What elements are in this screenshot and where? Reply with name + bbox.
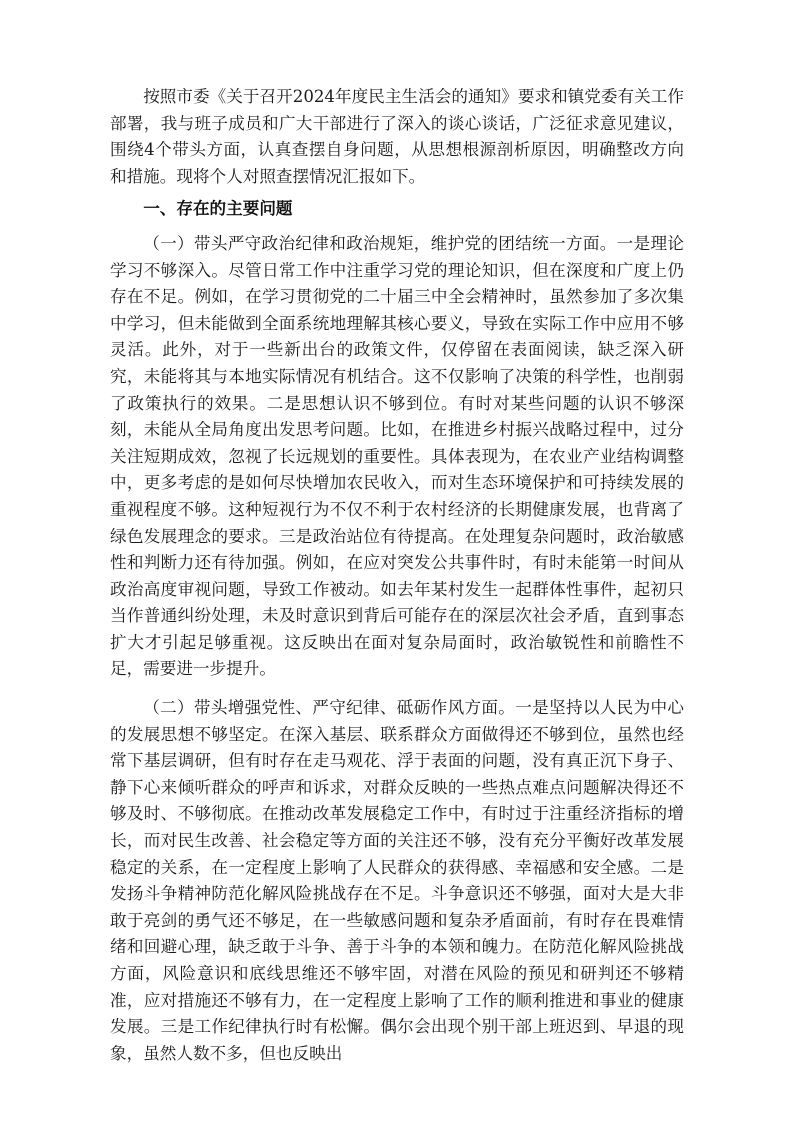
section-1-paragraph: （一）带头严守政治纪律和政治规矩，维护党的团结统一方面。一是理论学习不够深入。尽管日常工作中注重学习党的理论知识，但在深度和广度上仍存在不足。例如，在学习贯彻党的二十届三中全会精神时，虽然参加了多次集中学习，但未能做到全面系统地理解其核心要义，导致在实际工作中应用不够灵活。此外，对于一些新出台的政策文件，仅停留在表面阅读，缺乏深入研究，未能将其与本地实际情况有机结合。这不仅影响了决策的科学性，也削弱了政策执行的效果。二是思想认识不够到位。有时对某些问题的认识不够深刻，未能从全局角度出发思考问题。比如，在推进乡村振兴战略过程中，过分关注短期成效，忽视了长远规划的重要性。具体表现为，在农业产业结构调整中，更多考虑的是如何尽快增加农民收入，而对生态环境保护和可持续发展的重视程度不够。这种短视行为不仅不利于农村经济的长期健康发展，也背离了绿色发展理念的要求。三是政治站位有待提高。在处理复杂问题时，政治敏感性和判断力还有待加强。例如，在应对突发公共事件时，有时未能第一时间从政治高度审视问题，导致工作被动。如去年某村发生一起群体性事件，起初只当作普通纠纷处理，未及时意识到背后可能存在的深层次社会矛盾，直到事态扩大才引起足够重视。这反映出在面对复杂局面时，政治敏锐性和前瞻性不足，需要进一步提升。	[110, 233, 684, 679]
section-2-paragraph: （二）带头增强党性、严守纪律、砥砺作风方面。一是坚持以人民为中心的发展思想不够坚定。在深入基层、联系群众方面做得还不够到位，虽然也经常下基层调研，但有时存在走马观花、浮于表面的问题，没有真正沉下身子、静下心来倾听群众的呼声和诉求，对群众反映的一些热点难点问题解决得还不够及时、不够彻底。在推动改革发展稳定工作中，有时过于注重经济指标的增长，而对民生改善、社会稳定等方面的关注还不够，没有充分平衡好改革发展稳定的关系，在一定程度上影响了人民群众的获得感、幸福感和安全感。二是发扬斗争精神防范化解风险挑战存在不足。斗争意识还不够强，面对大是大非敢于亮剑的勇气还不够足，在一些敏感问题和复杂矛盾面前，有时存在畏难情绪和回避心理，缺乏敢于斗争、善于斗争的本领和魄力。在防范化解风险挑战方面，风险意识和底线思维还不够牢固，对潜在风险的预见和研判还不够精准，应对措施还不够有力，在一定程度上影响了工作的顺利推进和事业的健康发展。三是工作纪律执行时有松懈。偶尔会出现个别干部上班迟到、早退的现象，虽然人数不多，但也反映出	[110, 698, 684, 1063]
section-heading: 一、存在的主要问题	[143, 199, 293, 219]
intro-paragraph: 按照市委《关于召开2024年度民主生活会的通知》要求和镇党委有关工作部署，我与班子成员和广大干部进行了深入的谈心谈话，广泛征求意见建议，围绕4个带头方面，认真查摆自身问题，从思想根源剖析原因，明确整改方向和措施。现将个人对照查摆情况汇报如下。	[110, 87, 684, 186]
document-body	[110, 84, 684, 1067]
